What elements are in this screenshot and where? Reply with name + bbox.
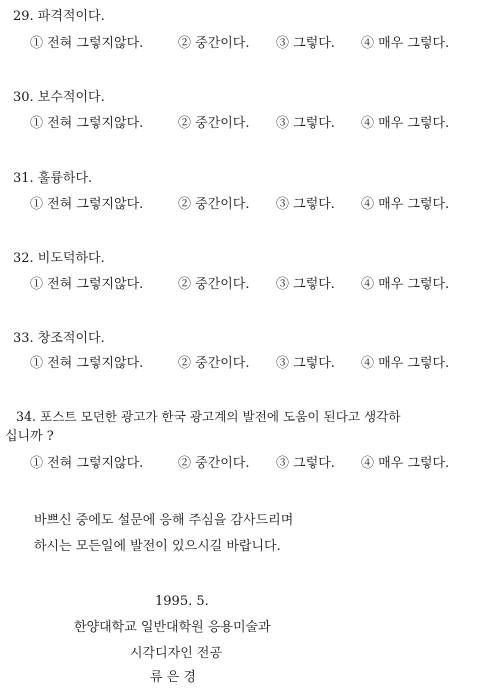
- option-3: ③ 그렇다.: [276, 356, 335, 371]
- signature-date: 1995. 5.: [155, 594, 209, 609]
- option-1: ① 전혀 그렇지않다.: [30, 277, 144, 292]
- option-3: ③ 그렇다.: [276, 197, 335, 212]
- option-2: ② 중간이다.: [178, 116, 250, 131]
- option-1: ① 전혀 그렇지않다.: [30, 36, 144, 51]
- option-2: ② 중간이다.: [178, 277, 250, 292]
- option-3: ③ 그렇다.: [276, 36, 335, 51]
- option-4: ④ 매우 그렇다.: [361, 36, 450, 51]
- option-3: ③ 그렇다.: [276, 116, 335, 131]
- question-34-options: [0, 456, 480, 472]
- question-30-title: 30. 보수적이다.: [13, 90, 105, 105]
- question-32-title: 32. 비도덕하다.: [13, 251, 105, 266]
- option-1: ① 전혀 그렇지않다.: [30, 116, 144, 131]
- option-2: ② 중간이다.: [178, 197, 250, 212]
- question-30-options: [0, 116, 480, 132]
- question-33-options: [0, 356, 480, 372]
- closing-line-1: 바쁘신 중에도 설문에 응해 주심을 감사드리며: [34, 513, 294, 528]
- option-4: ④ 매우 그렇다.: [361, 356, 450, 371]
- option-1: ① 전혀 그렇지않다.: [30, 356, 144, 371]
- question-32-options: [0, 277, 480, 293]
- option-2: ② 중간이다.: [178, 356, 250, 371]
- question-31-title: 31. 훌륭하다.: [13, 171, 93, 186]
- question-31-options: [0, 197, 480, 213]
- option-3: ③ 그렇다.: [276, 277, 335, 292]
- option-1: ① 전혀 그렇지않다.: [30, 456, 144, 471]
- option-3: ③ 그렇다.: [276, 456, 335, 471]
- signature-affiliation: 한양대학교 일반대학원 응용미술과: [74, 620, 271, 635]
- question-34-title: 34. 포스트 모던한 광고가 한국 광고계의 발전에 도움이 된다고 생각하: [16, 409, 401, 424]
- option-4: ④ 매우 그렇다.: [361, 456, 450, 471]
- signature-major: 시각디자인 전공: [130, 646, 223, 661]
- signature-name: 류 은 경: [150, 670, 196, 685]
- option-4: ④ 매우 그렇다.: [361, 197, 450, 212]
- question-29-title: 29. 파격적이다.: [13, 9, 105, 24]
- question-33-title: 33. 창조적이다.: [13, 331, 105, 346]
- option-4: ④ 매우 그렇다.: [361, 277, 450, 292]
- option-4: ④ 매우 그렇다.: [361, 116, 450, 131]
- option-2: ② 중간이다.: [178, 36, 250, 51]
- closing-line-2: 하시는 모든일에 발전이 있으시길 바랍니다.: [34, 539, 281, 554]
- option-2: ② 중간이다.: [178, 456, 250, 471]
- question-29-options: [0, 36, 480, 52]
- option-1: ① 전혀 그렇지않다.: [30, 197, 144, 212]
- question-34-title-continued: 십니까 ?: [5, 429, 54, 444]
